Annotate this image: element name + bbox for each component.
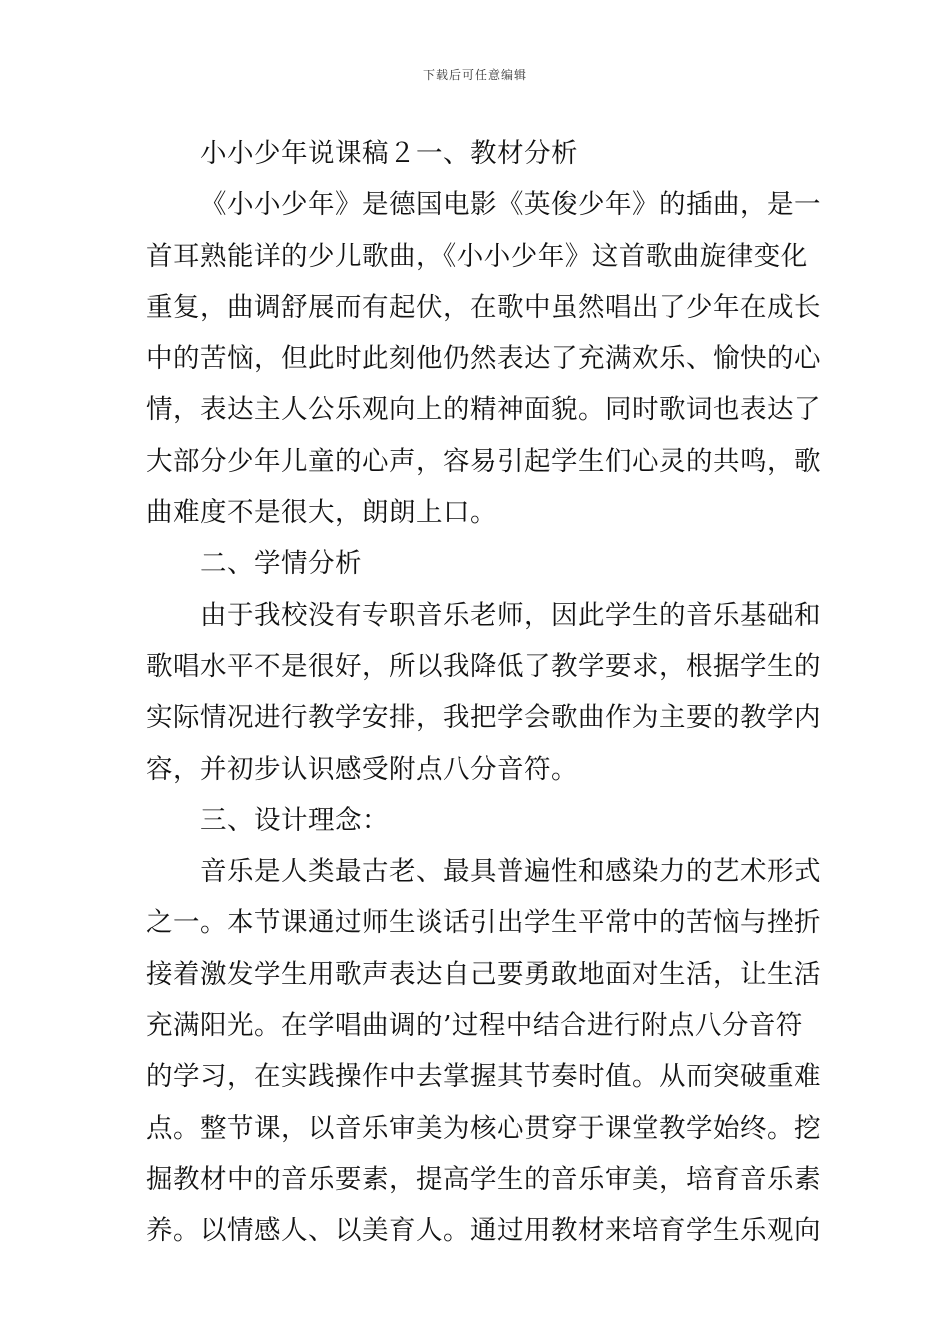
text-line: 大部分少年儿童的心声，容易引起学生们心灵的共鸣，歌 bbox=[146, 445, 821, 477]
text-line: 小小少年说课稿２一、教材分析 bbox=[200, 138, 578, 169]
text-line: 二、学情分析 bbox=[200, 548, 362, 580]
text-line: 歌唱水平不是很好，所以我降低了教学要求，根据学生的 bbox=[146, 650, 821, 682]
text-line: 的学习，在实践操作中去掌握其节奏时值。从而突破重难 bbox=[146, 1061, 821, 1093]
text-line: 掘教材中的音乐要素，提高学生的音乐审美，培育音乐素 bbox=[146, 1163, 821, 1195]
text-line: 之一。本节课通过师生谈话引出学生平常中的苦恼与挫折 bbox=[146, 907, 821, 939]
text-line: 情，表达主人公乐观向上的精神面貌。同时歌词也表达了 bbox=[146, 394, 821, 426]
text-line: 容，并初步认识感受附点八分音符。 bbox=[146, 753, 578, 785]
text-line: 音乐是人类最古老、最具普遍性和感染力的艺术形式 bbox=[200, 856, 821, 888]
text-line: 三、设计理念： bbox=[200, 804, 389, 836]
text-line: 曲难度不是很大，朗朗上口。 bbox=[146, 497, 497, 529]
document-body bbox=[146, 128, 821, 1257]
text-line: 接着激发学生用歌声表达自己要勇敢地面对生活，让生活 bbox=[146, 958, 821, 990]
page-header: 下载后可任意编辑 bbox=[422, 68, 527, 82]
text-line: 《小小少年》是德国电影《英俊少年》的插曲，是一 bbox=[200, 189, 821, 221]
text-line: 点。整节课，以音乐审美为核心贯穿于课堂教学始终。挖 bbox=[146, 1112, 821, 1144]
text-line: 重复，曲调舒展而有起伏，在歌中虽然唱出了少年在成长 bbox=[146, 291, 821, 323]
text-line: 由于我校没有专职音乐老师，因此学生的音乐基础和 bbox=[200, 599, 821, 631]
text-line: 实际情况进行教学安排，我把学会歌曲作为主要的教学内 bbox=[146, 702, 821, 734]
text-line: 养。以情感人、以美育人。通过用教材来培育学生乐观向 bbox=[146, 1215, 821, 1247]
text-line: 充满阳光。在学唱曲调的’过程中结合进行附点八分音符 bbox=[146, 1010, 803, 1042]
text-line: 中的苦恼，但此时此刻他仍然表达了充满欢乐、愉快的心 bbox=[146, 343, 821, 375]
text-line: 首耳熟能详的少儿歌曲，《小小少年》这首歌曲旋律变化 bbox=[146, 240, 808, 272]
